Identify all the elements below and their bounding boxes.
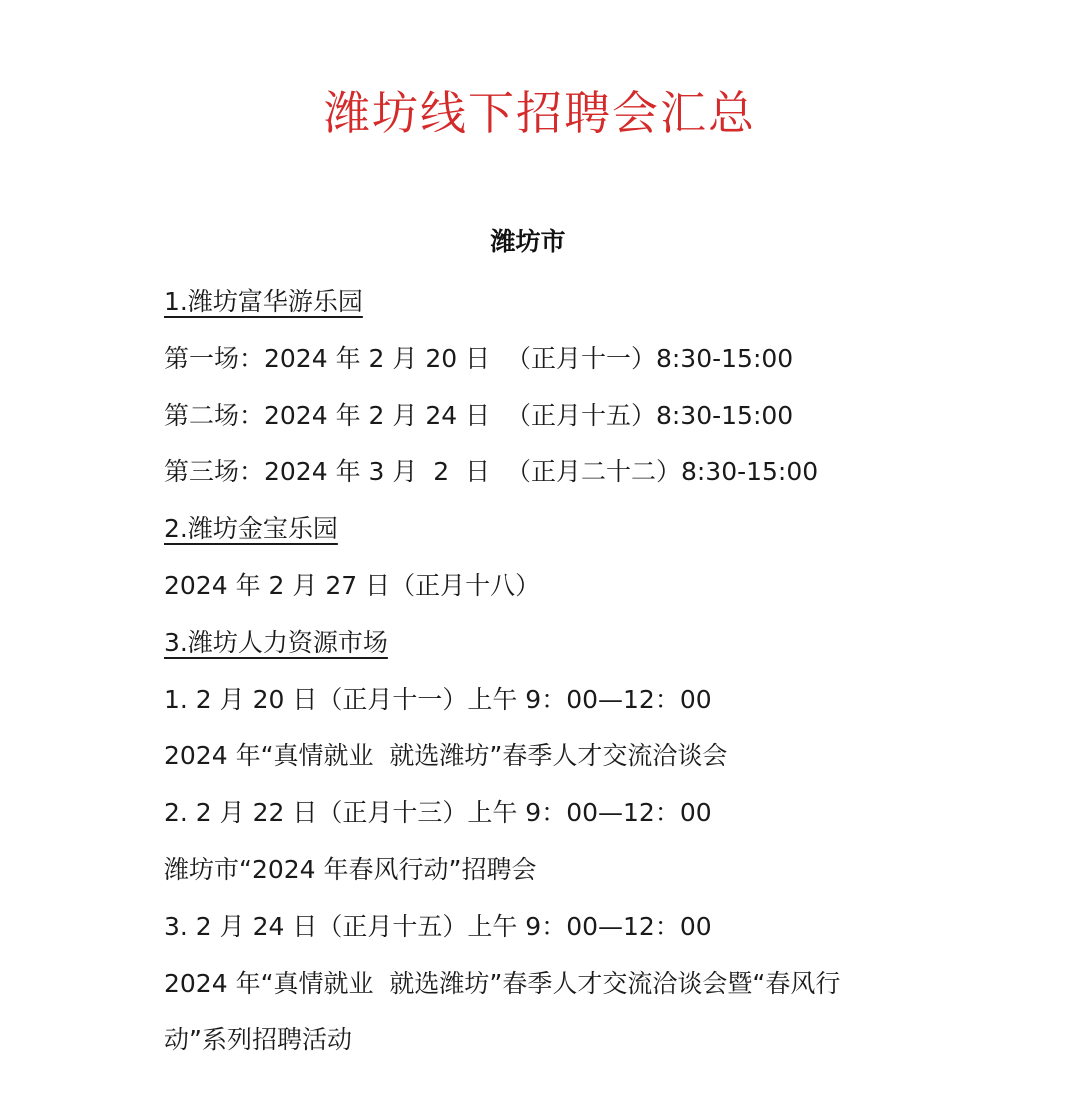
section-heading-hr-market: 3.潍坊人力资源市场: [164, 627, 388, 657]
schedule-line: 第三场：2024 年 3 月 2 日 （正月二十二）8:30-15:00: [164, 457, 819, 487]
event-name-line: 动”系列招聘活动: [164, 1025, 352, 1055]
document-title: 潍坊线下招聘会汇总: [324, 86, 756, 140]
section-heading-jinbao: 2.潍坊金宝乐园: [164, 514, 338, 544]
schedule-line: 1. 2 月 20 日（正月十一）上午 9：00—12：00: [164, 684, 712, 714]
document-body: [164, 274, 944, 1069]
schedule-line: 3. 2 月 24 日（正月十五）上午 9：00—12：00: [164, 911, 712, 941]
schedule-line: 第二场：2024 年 2 月 24 日 （正月十五）8:30-15:00: [164, 400, 794, 430]
section-heading-fuhua: 1.潍坊富华游乐园: [164, 287, 363, 316]
schedule-line: 2. 2 月 22 日（正月十三）上午 9：00—12：00: [164, 798, 712, 828]
schedule-line: 第一场：2024 年 2 月 20 日 （正月十一）8:30-15:00: [164, 343, 794, 373]
city-heading: 潍坊市: [490, 227, 566, 256]
event-name-line: 2024 年“真情就业 就选潍坊”春季人才交流洽谈会: [164, 741, 728, 771]
event-name-line: 2024 年“真情就业 就选潍坊”春季人才交流洽谈会暨“春风行: [164, 968, 841, 998]
event-name-line: 潍坊市“2024 年春风行动”招聘会: [164, 854, 537, 884]
schedule-line: 2024 年 2 月 27 日（正月十八）: [164, 570, 541, 600]
